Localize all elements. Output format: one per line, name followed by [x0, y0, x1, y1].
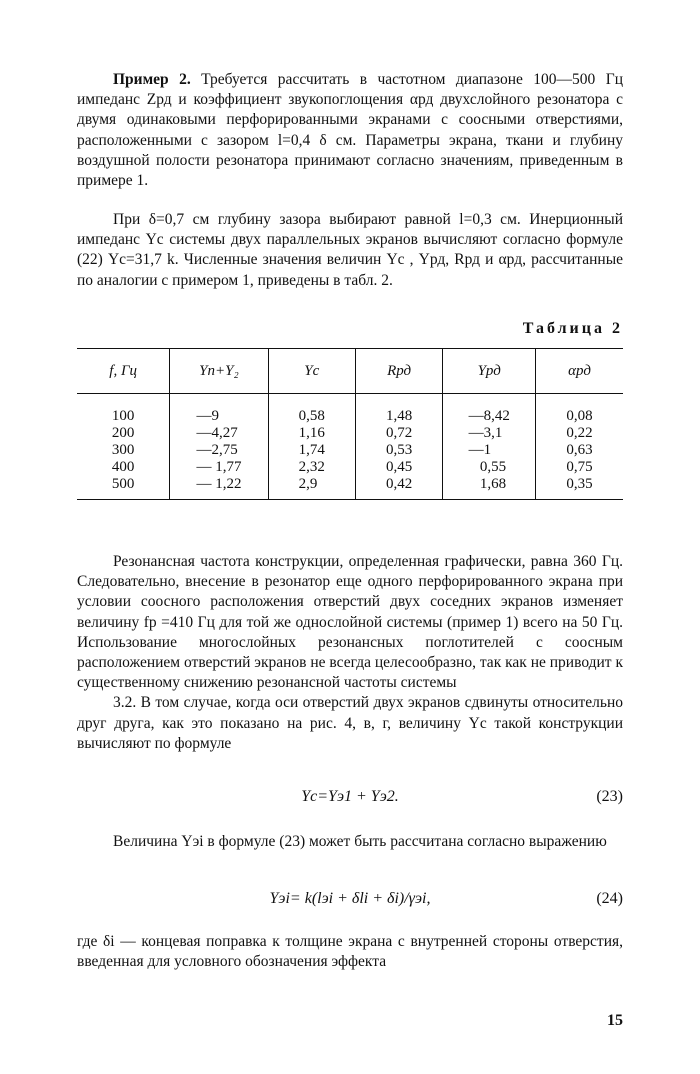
column-yrd — [443, 394, 536, 500]
example-2-continued — [77, 210, 623, 291]
column-yc — [268, 394, 355, 500]
paragraph-after-23 — [77, 832, 623, 852]
table-cell: 200 — [111, 425, 135, 441]
table-cell: 1,68 — [468, 476, 507, 492]
header-alpha: αрд — [536, 349, 623, 394]
data-table — [77, 348, 623, 500]
table-cell: 100 — [111, 408, 135, 424]
table-cell: 0,08 — [566, 408, 593, 424]
paragraph: Величина Yэi в формуле (23) может быть рассчитана согласно выражению — [113, 833, 607, 850]
table-cell: 0,75 — [566, 459, 593, 475]
header-yrd: Yрд — [443, 349, 536, 394]
table-cell: —1 — [468, 442, 492, 458]
table-cell: —2,75 — [196, 442, 238, 458]
table-cell: 300 — [111, 442, 135, 458]
paragraph: где δi — концевая поправка к толщине экрана с внутренней стороны отверстия, введенная для условного обозначения эффекта — [77, 933, 623, 971]
header-rrd: Rрд — [355, 349, 442, 394]
table-header-row — [77, 349, 623, 394]
page-number: 15 — [607, 1012, 623, 1029]
example-2-text — [77, 70, 623, 191]
table-cell: 0,63 — [566, 442, 593, 458]
table-cell: 0,42 — [385, 476, 413, 492]
table-cell: 2,32 — [298, 459, 325, 475]
table-cell: 0,58 — [298, 408, 325, 424]
paragraph-text: Требуется рассчитать в частотном диапазоне 100—500 Гц импеданс Zрд и коэффициент звукопоглощения αрд двухслойного резонатора с двумя одинаковыми перфорированными экранами с соосными отверстиями, расположенными с зазором l=0,4 δ см. Параметры экрана, ткани и глубину воздушной полости резонатора принимают согласно значениям, приведенным в примере 1. — [77, 71, 624, 190]
header-yp-y2: Yп+Y₂ — [170, 349, 268, 394]
table-cell: 2,9 — [298, 476, 318, 492]
table-cell: 0,53 — [385, 442, 413, 458]
table-cell: —8,42 — [468, 408, 510, 424]
paragraph — [77, 70, 623, 191]
column-rrd — [355, 394, 442, 500]
column-alpha — [536, 394, 623, 500]
table-cell: 0,22 — [566, 425, 593, 441]
table-cell: —3,1 — [468, 425, 503, 441]
paragraph: При δ=0,7 см глубину зазора выбирают равной l=0,3 см. Инерционный импеданс Yс системы двух параллельных экранов вычисляют согласно формуле (22) Yс=31,7 k. Численные значения величин Yс , Yрд, Rрд и αрд, рассчитанные по аналогии с примером 1, приведены в табл. 2. — [77, 211, 623, 289]
formula-number: (23) — [596, 788, 623, 805]
header-yc: Yс — [268, 349, 355, 394]
formula-expression: Yэi= k(lэi + δli + δi)/γэi, — [269, 890, 431, 907]
table-cell: — 1,77 — [196, 459, 242, 475]
table-cell: —9 — [196, 408, 219, 424]
table-cell: 1,74 — [298, 442, 325, 458]
table-cell: 1,16 — [298, 425, 325, 441]
column-yp-y2 — [170, 394, 268, 500]
paragraph: 3.2. В том случае, когда оси отверстий двух экранов сдвинуты относительно друг друга, как это показано на рис. 4, в, г, величину Yс такой конструкции вычисляют по формуле — [77, 694, 623, 752]
table-cell: 0,55 — [468, 459, 507, 475]
column-frequency — [77, 394, 170, 500]
table-row — [77, 394, 623, 500]
paragraph: Резонансная частота конструкции, определенная графически, равна 360 Гц. Следовательно, внесение в резонатор еще одного перфорированного экрана при условии соосного расположения отверстий двух соседних экранов изменяет величину fр =410 Гц для той же однослойной системы (пример 1) всего на 50 Гц. Использование многослойных резонансных поглотителей с соосным расположением отверстий экранов не всегда целесообразно, так как не приводит к существенному снижению резонансной частоты системы — [77, 553, 623, 692]
formula-number: (24) — [596, 890, 623, 907]
table-cell: 400 — [111, 459, 135, 475]
table-cell: —4,27 — [196, 425, 238, 441]
table-caption: Таблица 2 — [522, 320, 623, 337]
table-cell: 500 — [111, 476, 135, 492]
table-cell: 0,72 — [385, 425, 413, 441]
table-cell: 1,48 — [385, 408, 413, 424]
table-cell: — 1,22 — [196, 476, 242, 492]
table-cell: 0,45 — [385, 459, 413, 475]
closing-paragraph — [77, 932, 623, 972]
formula-expression: Yс=Yэ1 + Yэ2. — [301, 788, 399, 805]
table-cell: 0,35 — [566, 476, 593, 492]
example-label: Пример 2. — [113, 71, 191, 88]
resonance-discussion — [77, 552, 623, 754]
header-frequency: f, Гц — [77, 349, 170, 394]
